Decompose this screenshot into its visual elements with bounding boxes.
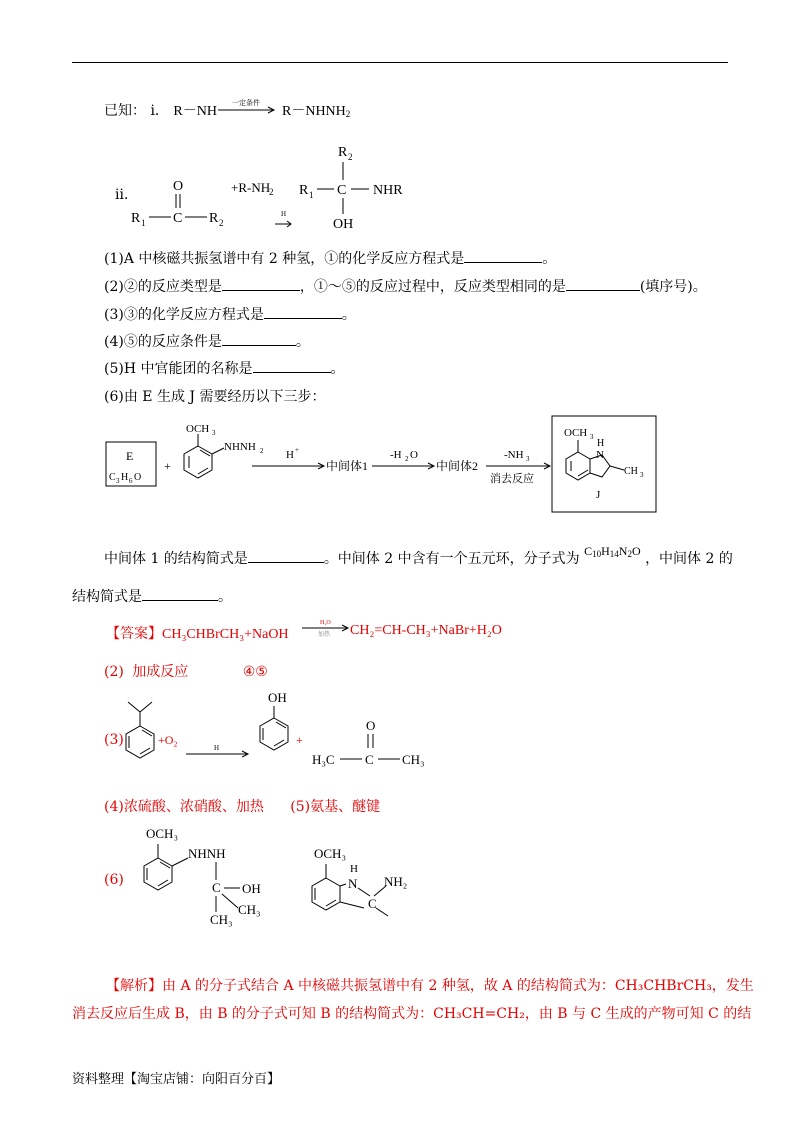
svg-text:+: + (295, 446, 299, 454)
svg-text:O: O (173, 179, 184, 194)
header-rule (72, 62, 728, 63)
known-ii-scheme (125, 140, 435, 240)
svg-text:NHNH: NHNH (224, 441, 256, 453)
question-3: (3)③的化学反应方程式是 。 (104, 307, 356, 323)
svg-text:R: R (209, 211, 219, 226)
svg-text:C: C (173, 211, 183, 226)
svg-text:O: O (366, 718, 376, 733)
svg-text:CH: CH (624, 466, 638, 477)
svg-text:N: N (348, 876, 358, 891)
answer-blank[interactable] (248, 561, 324, 563)
answer-blank[interactable] (253, 371, 331, 373)
answer-4-5: (4)浓硫酸、浓硝酸、加热 (5)氨基、醚键 (104, 799, 381, 815)
answer-6-num: (6) (104, 872, 124, 888)
svg-text:J: J (596, 489, 601, 501)
svg-text:H: H (214, 744, 220, 752)
answer-blank[interactable] (142, 599, 218, 601)
svg-text:C: C (337, 183, 347, 198)
svg-text:H: H (281, 210, 287, 218)
svg-text:O: O (134, 472, 142, 483)
svg-text:+: + (164, 459, 171, 473)
svg-text:1: 1 (309, 190, 314, 200)
footer: 资料整理【淘宝店铺：向阳百分百】 (72, 1072, 281, 1087)
svg-text:R: R (338, 145, 348, 160)
svg-text:2: 2 (260, 447, 264, 455)
svg-text:NHR: NHR (373, 183, 403, 198)
analysis-label: 【解析】 (106, 978, 162, 994)
question-1: (1)A 中核磁共振氢谱中有 2 种氢，①的化学反应方程式是 。 (104, 251, 557, 267)
known-i-product: $R-NHNH_2$ (282, 104, 351, 119)
analysis-line1: 【解析】由 A 的分子式结合 A 中核磁共振氢谱中有 2 种氢，故 A 的结构简式为：CH₃CHBrCH₃，发生 (106, 978, 754, 994)
svg-text:中间体2: 中间体2 (436, 459, 479, 473)
svg-text:OCH: OCH (186, 423, 210, 435)
svg-text:2: 2 (405, 455, 409, 463)
svg-text:+O₂: +O₂ (158, 733, 178, 747)
benzene-ring-reactant (184, 446, 212, 478)
analysis-line2: 消去反应后生成 B，由 B 的分子式可知 B 的结构简式为：CH₃CH=CH₂，由 B 与 C 生成的产物可知 C 的结 (72, 1006, 752, 1022)
svg-text:2: 2 (269, 187, 274, 197)
answer-1-arrow (300, 616, 352, 642)
known-label: 已知： (104, 103, 146, 119)
svg-text:C: C (109, 472, 116, 483)
svg-text:OH: OH (268, 690, 287, 705)
svg-text:OCH: OCH (564, 427, 588, 439)
svg-text:3: 3 (640, 471, 644, 479)
svg-text:H: H (121, 472, 129, 483)
known-i-condition: 一定条件 (232, 99, 260, 107)
q6-line2: 结构简式是 。 (72, 589, 232, 605)
question-6: (6)由 E 生成 J 需要经历以下三步： (104, 389, 326, 405)
svg-text:3: 3 (116, 477, 120, 485)
svg-text:-H: -H (390, 449, 402, 461)
svg-text:OCH₃: OCH₃ (314, 846, 346, 861)
known-ii-num: ⅱ． (115, 187, 138, 203)
svg-text:H: H (350, 863, 358, 875)
svg-text:H₂O: H₂O (320, 620, 331, 626)
q6-line1: 中间体 1 的结构简式是 。中间体 2 中含有一个五元环，分子式为 $C_{10}H_{14}N_2O$ ，中间体 2 的 (104, 544, 733, 567)
svg-text:3: 3 (590, 433, 594, 441)
svg-text:2: 2 (219, 218, 224, 228)
svg-text:R: R (131, 211, 141, 226)
svg-text:R: R (299, 183, 309, 198)
question-5: (5)H 中官能团的名称是 。 (104, 361, 345, 377)
answer-blank[interactable] (222, 289, 300, 291)
svg-text:加热: 加热 (318, 632, 331, 638)
svg-text:NHNH: NHNH (188, 846, 226, 861)
answer-2: (2) 加成反应 ④⑤ (104, 664, 268, 680)
svg-text:E: E (126, 449, 134, 463)
svg-text:H: H (286, 449, 294, 461)
svg-text:CH₃: CH₃ (210, 912, 233, 927)
svg-text:NH₂: NH₂ (384, 874, 408, 889)
svg-text:C: C (212, 880, 221, 895)
answer-blank[interactable] (566, 289, 640, 291)
answer-6-structures (126, 818, 436, 938)
svg-text:6: 6 (129, 477, 133, 485)
svg-text:H: H (597, 438, 605, 449)
formula-c10h14n2o: $C_{10}H_{14}N_2O$ (584, 544, 641, 559)
svg-text:+: + (296, 733, 303, 747)
question-4: (4)⑤的反应条件是 。 (104, 334, 310, 350)
question-2: (2)②的反应类型是 ，①～⑤的反应过程中，反应类型相同的是 (填序号)。 (104, 279, 707, 295)
svg-text:3: 3 (526, 455, 530, 463)
svg-text:C: C (368, 896, 377, 911)
answer-label: 【答案】 (106, 626, 162, 642)
known-i: 已知： ⅰ． R－NH (104, 103, 217, 119)
svg-text:CH₃: CH₃ (402, 752, 425, 767)
answer-1-product: CH₂=CH-CH₃+NaBr+H₂O (350, 623, 502, 638)
answer-blank[interactable] (264, 317, 342, 319)
known-i-arrow (218, 96, 278, 116)
answer-blank[interactable] (222, 344, 296, 346)
svg-text:OH: OH (242, 881, 261, 896)
svg-text:OH: OH (333, 217, 354, 232)
svg-text:N: N (596, 449, 604, 461)
svg-text:+R-NH: +R-NH (231, 180, 271, 195)
reaction-scheme (100, 412, 670, 522)
answer-3-num: (3) (104, 732, 124, 748)
answer-1: 【答案】CH₃CHBrCH₃+NaOH (106, 626, 289, 642)
svg-text:3: 3 (212, 429, 216, 437)
svg-text:H₃C: H₃C (312, 752, 335, 767)
svg-text:2: 2 (348, 152, 353, 162)
svg-text:1: 1 (141, 218, 146, 228)
svg-text:O: O (410, 449, 418, 461)
svg-text:C: C (365, 752, 374, 767)
answer-blank[interactable] (464, 261, 542, 263)
svg-text:CH₃: CH₃ (238, 902, 261, 917)
svg-text:OCH₃: OCH₃ (146, 826, 178, 841)
svg-text:消去反应: 消去反应 (490, 473, 534, 485)
svg-text:中间体1: 中间体1 (326, 459, 369, 473)
svg-text:-NH: -NH (504, 449, 524, 461)
answer-3-scheme (118, 688, 448, 778)
